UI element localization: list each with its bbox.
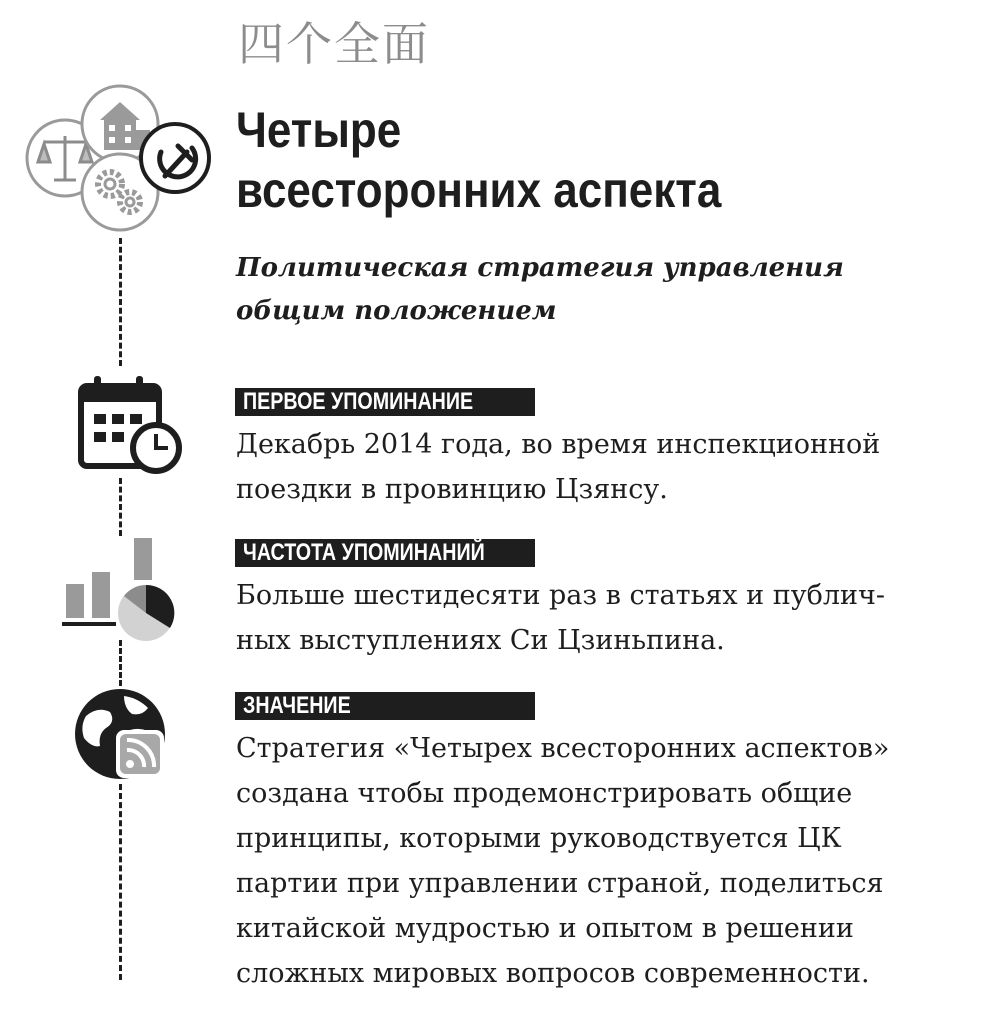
timeline-dash-3 xyxy=(119,640,122,686)
text-line: китайской мудростью и опытом в решении xyxy=(236,913,854,944)
section-label-text: ПЕРВОЕ УПОМИНАНИЕ xyxy=(243,388,474,415)
text-line: Декабрь 2014 года, во время инспекционной xyxy=(236,429,881,460)
calendar-clock-icon xyxy=(78,372,188,476)
four-aspects-emblem-icon xyxy=(22,84,212,232)
text-line: партии при управлении страной, поделиться xyxy=(236,868,884,899)
page-title xyxy=(236,100,721,220)
section-label-first-mention xyxy=(235,388,535,416)
text-line: принципы, которыми руководствуется ЦК xyxy=(236,823,842,854)
subtitle-line-1: Политическая стратегия управления xyxy=(236,253,844,283)
text-line: создана чтобы продемонстрировать общие xyxy=(236,778,853,809)
timeline-dash-4 xyxy=(119,784,122,980)
section-text-significance xyxy=(236,726,889,996)
text-line: поездки в провинцию Цзянсу. xyxy=(236,474,668,505)
section-text-mention-frequency xyxy=(236,573,885,663)
text-line: сложных мировых вопросов современности. xyxy=(236,958,870,989)
section-label-significance xyxy=(235,692,535,720)
text-line: Больше шестидесяти раз в статьях и публич- xyxy=(236,580,885,611)
timeline-dash-2 xyxy=(119,478,122,536)
section-label-text: ЧАСТОТА УПОМИНАНИЙ xyxy=(243,539,485,566)
subtitle xyxy=(236,247,844,333)
timeline-dash-1 xyxy=(119,238,122,366)
globe-rss-icon xyxy=(72,686,172,786)
section-label-mention-frequency xyxy=(235,539,535,567)
section-label-text: ЗНАЧЕНИЕ xyxy=(243,692,351,719)
section-text-first-mention xyxy=(236,422,880,512)
bar-pie-chart-icon xyxy=(62,536,178,644)
title-line-1: Четыре xyxy=(236,102,402,158)
text-line: ных выступлениях Си Цзиньпина. xyxy=(236,625,725,656)
subtitle-line-2: общим положением xyxy=(236,296,557,326)
text-line: Стратегия «Четырех всесторонних аспектов» xyxy=(236,733,890,764)
chinese-title: 四个全面 xyxy=(238,17,430,71)
title-line-2: всесторонних аспекта xyxy=(236,162,722,218)
